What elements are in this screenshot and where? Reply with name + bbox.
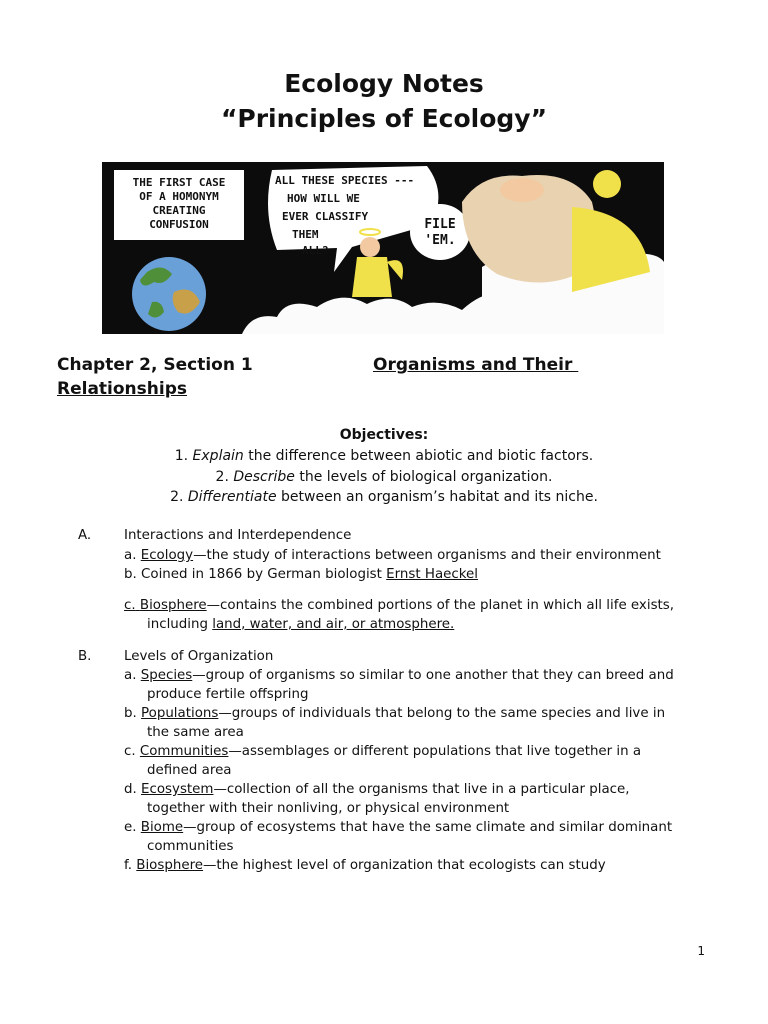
- list-item-continued: communities: [147, 839, 234, 854]
- cartoon-image: [102, 162, 664, 334]
- definition: —the highest level of organization that ecologists can study: [203, 858, 606, 873]
- objective-item: [0, 448, 768, 464]
- objective-number: 2.: [215, 469, 229, 485]
- item-marker: f.: [124, 858, 132, 873]
- objective-number: 1.: [174, 448, 189, 464]
- definition: —group of ecosystems that have the same climate and similar dominant: [183, 820, 673, 835]
- objective-verb: Differentiate: [187, 489, 277, 505]
- list-item-continued: produce fertile offspring: [147, 687, 309, 702]
- page-number: 1: [697, 944, 705, 958]
- list-item: [124, 820, 672, 835]
- objective-item: [0, 469, 768, 485]
- term: land, water, and air, or atmosphere.: [212, 617, 455, 632]
- term: Species: [140, 668, 193, 683]
- page-title: Ecology Notes: [284, 69, 484, 98]
- cartoon-speech-line: EVER CLASSIFY: [282, 210, 369, 223]
- cartoon-caption-line: CONFUSION: [149, 218, 209, 231]
- cartoon-caption-line: THE FIRST CASE: [132, 176, 226, 189]
- term: Populations: [141, 706, 219, 721]
- list-item: [124, 744, 641, 759]
- term: Biome: [140, 820, 184, 835]
- objective-text: the difference between abiotic and biotic factors.: [243, 448, 594, 464]
- list-item-continued: [147, 617, 454, 632]
- definition: —contains the combined portions of the planet in which all life exists,: [206, 598, 675, 613]
- section-letter: A.: [78, 528, 92, 543]
- chapter-title: Organisms and Their: [373, 355, 579, 375]
- term: Ecology: [140, 548, 194, 563]
- cartoon-speech-line: ALL?: [302, 244, 329, 257]
- list-item: [124, 782, 630, 797]
- list-item: [124, 567, 478, 582]
- objective-item: [0, 489, 768, 505]
- list-item-continued: together with their nonliving, or physical environment: [147, 801, 510, 816]
- list-item: [124, 548, 661, 563]
- term: Biosphere: [139, 598, 207, 613]
- section-heading: Levels of Organization: [124, 649, 274, 664]
- objective-verb: Describe: [233, 469, 295, 485]
- definition: —collection of all the organisms that live in a particular place,: [213, 782, 630, 797]
- item-marker: a.: [124, 548, 137, 563]
- list-item: [124, 598, 674, 613]
- item-marker: b.: [124, 567, 137, 582]
- definition: including: [147, 617, 213, 632]
- term: Communities: [139, 744, 229, 759]
- list-item: [124, 706, 665, 721]
- cartoon-speech-line: THEM: [292, 228, 319, 241]
- objective-text: between an organism’s habitat and its niche.: [276, 489, 598, 505]
- definition: —group of organisms so similar to one another that they can breed and: [192, 668, 674, 683]
- page-subtitle: “Principles of Ecology”: [220, 104, 548, 133]
- definition: —groups of individuals that belong to the same species and live in: [218, 706, 666, 721]
- item-marker: e.: [124, 820, 137, 835]
- definition: —the study of interactions between organisms and their environment: [193, 548, 661, 563]
- definition: Coined in 1866 by German biologist: [141, 567, 387, 582]
- cartoon-speech-line: 'EM.: [424, 233, 456, 248]
- objective-verb: Explain: [192, 448, 244, 464]
- cartoon-caption-line: CREATING: [152, 204, 206, 217]
- list-item: [124, 668, 674, 683]
- section-letter: B.: [78, 649, 92, 664]
- term: Biosphere: [136, 858, 204, 873]
- cartoon-speech-line: HOW WILL WE: [287, 192, 360, 205]
- list-item-continued: the same area: [147, 725, 244, 740]
- objective-number: 2.: [170, 489, 184, 505]
- cartoon-speech-line: FILE: [424, 217, 456, 232]
- term: Ecosystem: [141, 782, 214, 797]
- item-marker: c.: [124, 598, 136, 613]
- chapter-title-continued: Relationships: [57, 379, 187, 399]
- list-item-continued: defined area: [147, 763, 232, 778]
- item-marker: c.: [124, 744, 136, 759]
- cartoon-caption-line: OF A HOMONYM: [139, 190, 219, 203]
- section-heading: Interactions and Interdependence: [124, 528, 352, 543]
- definition: —assemblages or different populations that live together in a: [228, 744, 642, 759]
- objectives-heading: Objectives:: [339, 427, 429, 443]
- objective-text: the levels of biological organization.: [294, 469, 553, 485]
- item-marker: b.: [124, 706, 137, 721]
- term: Ernst Haeckel: [386, 567, 478, 582]
- cartoon-speech-line: ALL THESE SPECIES ---: [275, 174, 415, 187]
- item-marker: a.: [124, 668, 137, 683]
- list-item: [124, 858, 606, 873]
- item-marker: d.: [124, 782, 137, 797]
- chapter-section-label: Chapter 2, Section 1: [57, 355, 253, 375]
